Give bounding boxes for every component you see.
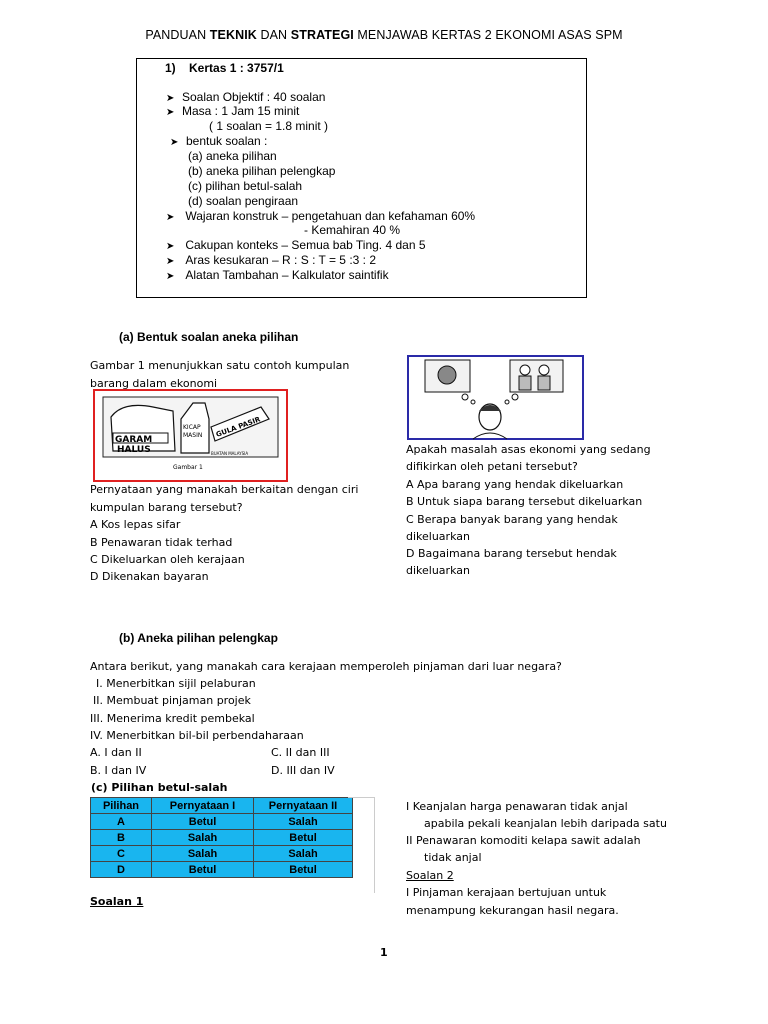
q1-statement-line: kumpulan barang tersebut?: [90, 501, 243, 514]
q3-option-c: C. II dan III: [271, 746, 330, 759]
q2-option-b: B Untuk siapa barang tersebut dikeluarkan: [406, 495, 643, 508]
box-line: ➤ Cakupan konteks – Semua bab Ting. 4 dan 5: [166, 238, 426, 252]
statement-line: tidak anjal: [424, 851, 482, 864]
q1-stem-line: barang dalam ekonomi: [90, 377, 218, 390]
table-cell: Betul: [254, 830, 353, 846]
q1-statement-line: Pernyataan yang manakah berkaitan dengan ciri: [90, 483, 359, 496]
halus-text: HALUS: [117, 445, 151, 455]
arrow-bullet-icon: ➤: [166, 241, 175, 252]
box-line: ( 1 soalan = 1.8 minit ): [209, 119, 329, 133]
section-c-heading: (c) Pilihan betul-salah: [91, 781, 228, 794]
q3-option-a: A. I dan II: [90, 746, 142, 759]
header-text: DAN: [256, 28, 291, 42]
table-row: [91, 830, 353, 846]
q1-option-d: D Dikenakan bayaran: [90, 570, 209, 583]
table-cell: Betul: [254, 862, 353, 878]
box-line: ➤ Soalan Objektif : 40 soalan: [166, 90, 326, 104]
kicap-text: KICAP: [183, 424, 201, 431]
q3-option-b: B. I dan IV: [90, 764, 147, 777]
statement-line: I Pinjaman kerajaan bertujuan untuk: [406, 886, 607, 899]
table-cell: A: [91, 814, 152, 830]
table-extra-gridlines: [348, 797, 375, 893]
box-line: (d) soalan pengiraan: [188, 194, 299, 208]
table-row: [91, 862, 353, 878]
box-title: 1) Kertas 1 : 3757/1: [165, 61, 284, 75]
statement-line: II Penawaran komoditi kelapa sawit adalah: [406, 834, 641, 847]
header-text: PANDUAN: [145, 28, 210, 42]
table-header-cell: Pilihan: [91, 798, 152, 814]
box-line: (b) aneka pilihan pelengkap: [188, 164, 336, 178]
page-number: 1: [380, 946, 388, 959]
table-cell: B: [91, 830, 152, 846]
arrow-bullet-icon: ➤: [166, 107, 175, 118]
table-cell: Salah: [254, 846, 353, 862]
q3-item-iv: IV. Menerbitkan bil-bil perbendaharaan: [90, 729, 304, 742]
box-line: (a) aneka pilihan: [188, 149, 277, 163]
box-line: (c) pilihan betul-salah: [188, 179, 303, 193]
box-line: ➤ Alatan Tambahan – Kalkulator saintifik: [166, 268, 389, 282]
betul-salah-table: [90, 797, 353, 878]
box-line: ➤ Aras kesukaran – R : S : T = 5 :3 : 2: [166, 253, 376, 267]
q3-item-i: I. Menerbitkan sijil pelaburan: [96, 677, 256, 690]
farmer-thinking-figure: [407, 355, 584, 440]
soalan-2-label: Soalan 2: [406, 869, 454, 882]
table-cell: Betul: [152, 862, 254, 878]
gambar-1-figure: [93, 389, 288, 482]
table-header-cell: Pernyataan I: [152, 798, 254, 814]
q1-option-c: C Dikeluarkan oleh kerajaan: [90, 553, 245, 566]
header-text: MENJAWAB KERTAS 2 EKONOMI ASAS SPM: [353, 28, 623, 42]
gambar-1-caption: Gambar 1: [173, 464, 203, 471]
arrow-bullet-icon: ➤: [166, 93, 175, 104]
table-header-cell: Pernyataan II: [254, 798, 353, 814]
section-b-heading: (b) Aneka pilihan pelengkap: [119, 631, 278, 645]
table-row: [91, 814, 353, 830]
arrow-bullet-icon: ➤: [166, 212, 175, 223]
masin-text: MASIN: [183, 432, 203, 439]
q3-item-ii: II. Membuat pinjaman projek: [93, 694, 251, 707]
arrow-bullet-icon: ➤: [170, 137, 179, 148]
buatan-malaysia-text: BUATAN MALAYSIA: [211, 451, 249, 456]
box-line: ➤ Masa : 1 Jam 15 minit: [166, 104, 300, 118]
table-cell: D: [91, 862, 152, 878]
box-line: ➤ bentuk soalan :: [170, 134, 268, 148]
q3-option-d: D. III dan IV: [271, 764, 335, 777]
table-header-row: [91, 798, 353, 814]
table-row: [91, 846, 353, 862]
table-cell: C: [91, 846, 152, 862]
table-cell: Salah: [152, 830, 254, 846]
table-cell: Salah: [254, 814, 353, 830]
page-header: [0, 28, 768, 42]
statement-line: I Keanjalan harga penawaran tidak anjal: [406, 800, 628, 813]
table-cell: Salah: [152, 846, 254, 862]
q2-option-c: C Berapa banyak barang yang hendak: [406, 513, 618, 526]
statement-line: menampung kekurangan hasil negara.: [406, 904, 619, 917]
q1-option-a: A Kos lepas sifar: [90, 518, 181, 531]
q2-stem-line: difikirkan oleh petani tersebut?: [406, 460, 578, 473]
soalan-1-label: Soalan 1: [90, 895, 144, 908]
box-line: - Kemahiran 40 %: [304, 223, 401, 237]
statement-line: apabila pekali keanjalan lebih daripada satu: [424, 817, 667, 830]
q3-stem: Antara berikut, yang manakah cara kerajaan memperoleh pinjaman dari luar negara?: [90, 660, 562, 673]
q2-option-d-cont: dikeluarkan: [406, 564, 470, 577]
garam-text: GARAM: [115, 435, 153, 445]
q2-option-d: D Bagaimana barang tersebut hendak: [406, 547, 617, 560]
arrow-bullet-icon: ➤: [166, 256, 175, 267]
q3-item-iii: III. Menerima kredit pembekal: [90, 712, 255, 725]
q1-option-b: B Penawaran tidak terhad: [90, 536, 233, 549]
section-a-heading: (a) Bentuk soalan aneka pilihan: [119, 330, 299, 344]
header-bold-teknik: TEKNIK: [209, 28, 257, 42]
arrow-bullet-icon: ➤: [166, 271, 175, 282]
box-line: ➤ Wajaran konstruk – pengetahuan dan kefahaman 60%: [166, 209, 476, 223]
q1-stem-line: Gambar 1 menunjukkan satu contoh kumpulan: [90, 359, 350, 372]
q2-stem-line: Apakah masalah asas ekonomi yang sedang: [406, 443, 651, 456]
table-cell: Betul: [152, 814, 254, 830]
q2-option-a: A Apa barang yang hendak dikeluarkan: [406, 478, 624, 491]
q2-option-c-cont: dikeluarkan: [406, 530, 470, 543]
header-bold-strategi: STRATEGI: [290, 28, 354, 42]
gula-pasir-text: GULA PASIR: [214, 415, 262, 439]
